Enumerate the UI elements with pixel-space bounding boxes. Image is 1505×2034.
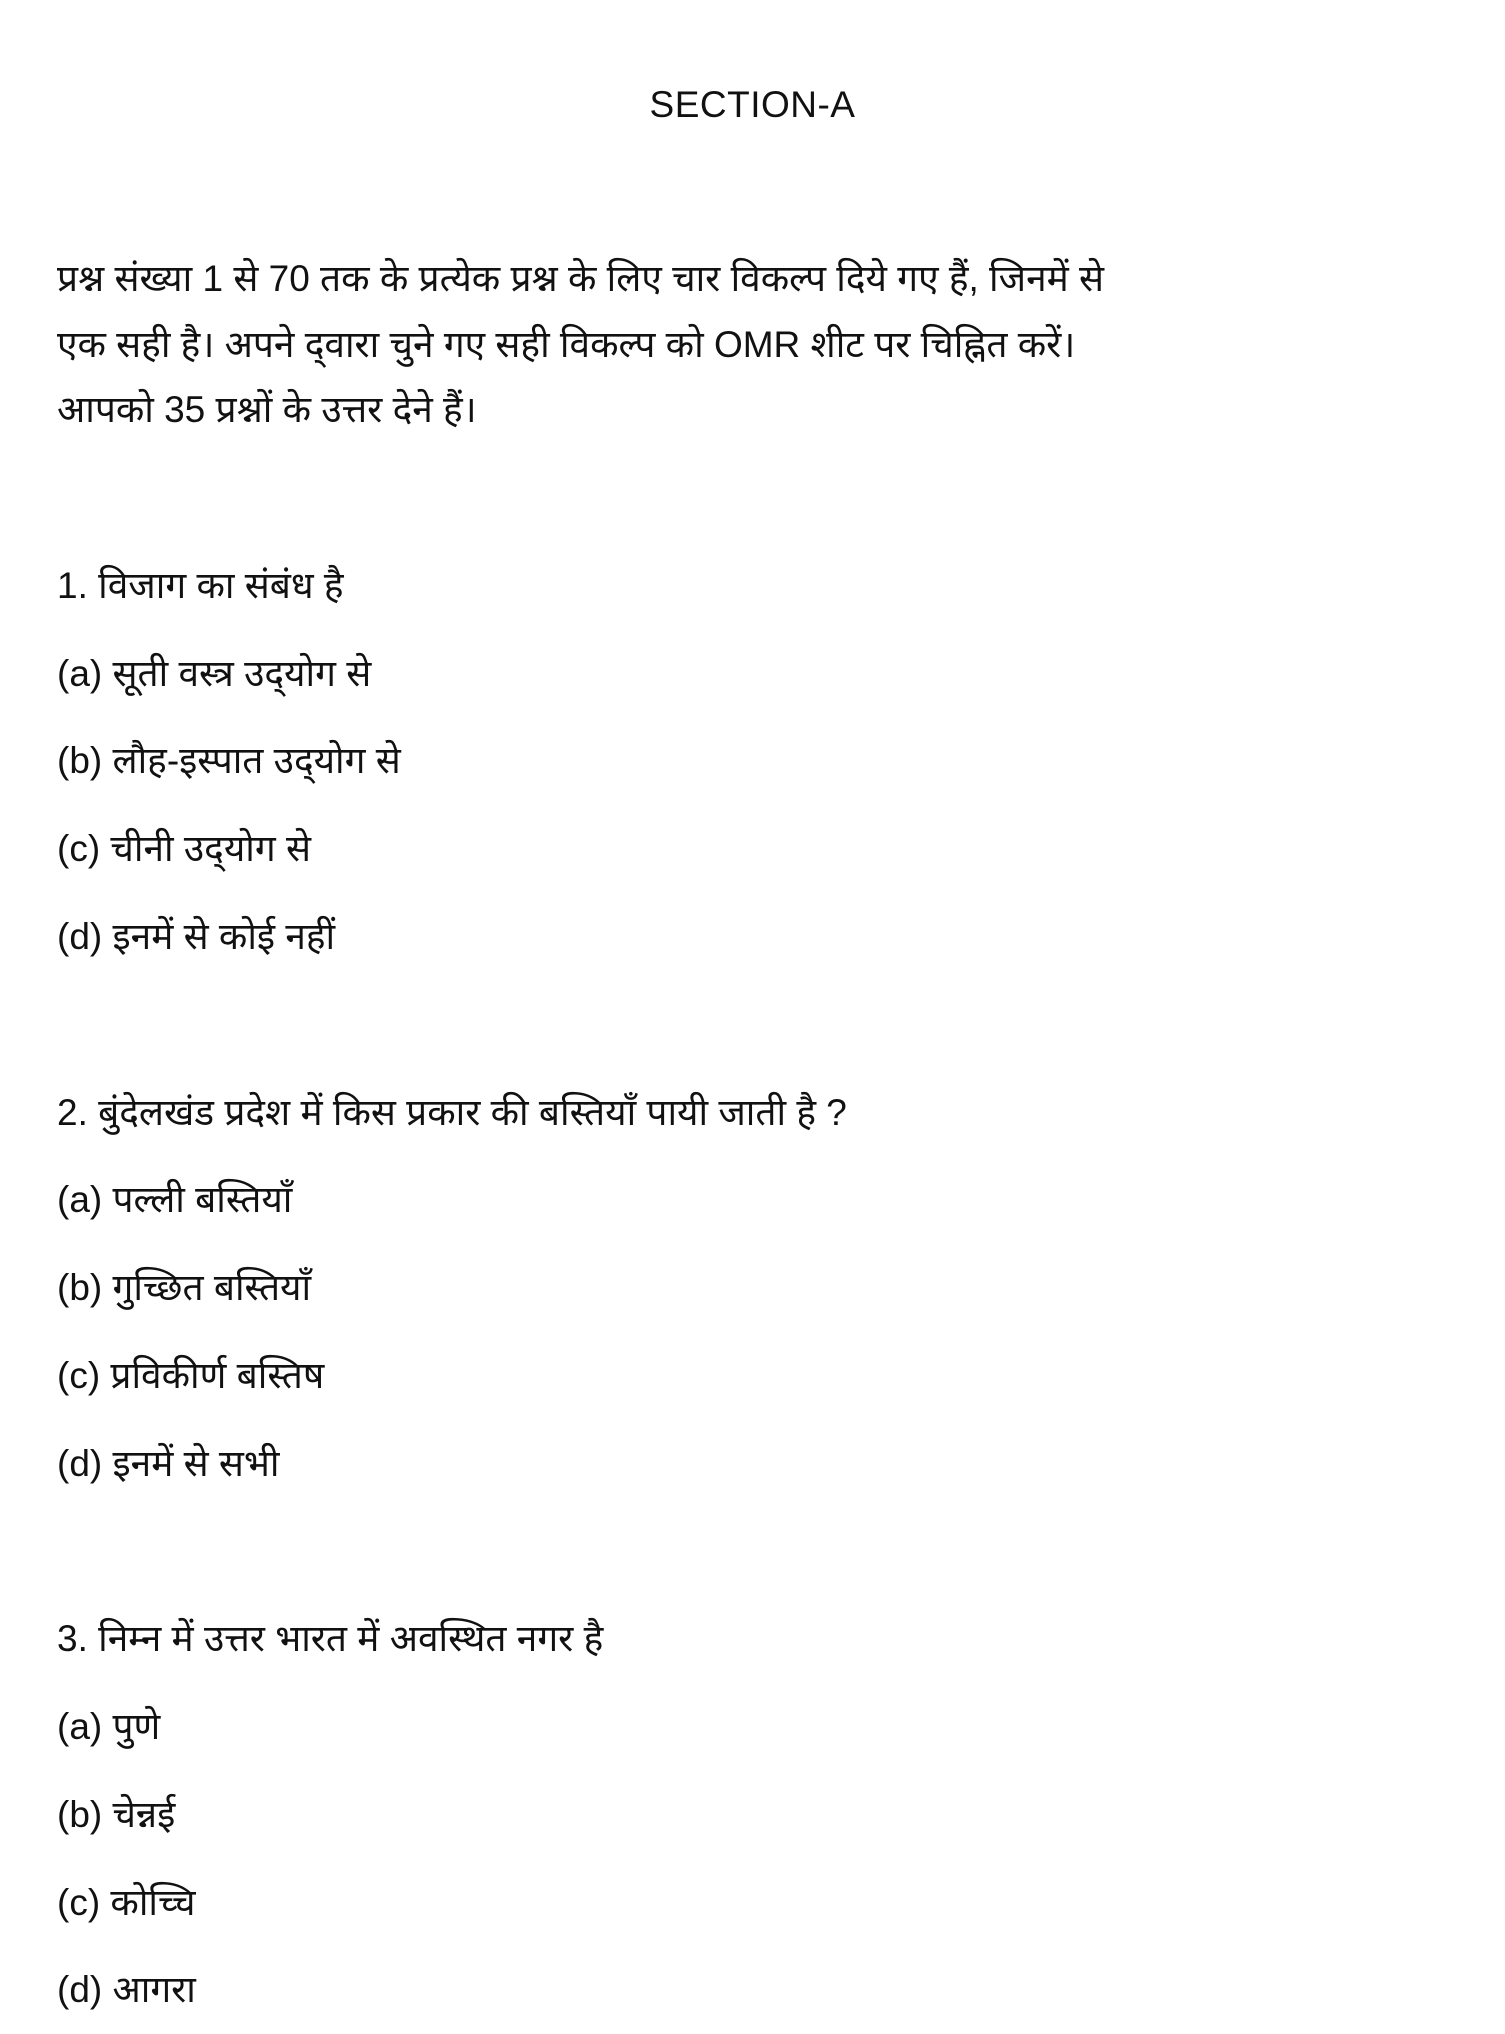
section-title: SECTION-A	[649, 84, 856, 125]
instruction-line: एक सही है। अपने द्‌वारा चुने गए सही विकल्प को OMR शीट पर चिह्नित करें।	[57, 324, 1076, 365]
instruction-line: आपको 35 प्रश्नों के उत्तर देने हैं।	[57, 389, 477, 430]
option-c: (c) कोच्चि	[57, 1882, 196, 1923]
option-a: (a) पुणे	[57, 1706, 161, 1747]
option-c: (c) प्रविकीर्ण बस्तिष	[57, 1355, 325, 1396]
option-a: (a) सूती वस्त्र उद्‌योग से	[57, 653, 372, 694]
option-d: (d) आगरा	[57, 1969, 196, 2010]
option-b: (b) चेन्नई	[57, 1794, 176, 1835]
option-b: (b) गुच्छित बस्तियाँ	[57, 1267, 312, 1308]
option-b: (b) लौह-इस्पात उद्‌योग से	[57, 740, 401, 781]
instruction-line: प्रश्न संख्या 1 से 70 तक के प्रत्येक प्रश्न के लिए चार विकल्प दिये गए हैं, जिनमें से	[57, 258, 1105, 299]
option-c: (c) चीनी उद्‌योग से	[57, 828, 311, 869]
question-text: 2. बुंदेलखंड प्रदेश में किस प्रकार की बस्तियाँ पायी जाती है ?	[57, 1092, 847, 1133]
option-d: (d) इनमें से सभी	[57, 1443, 280, 1484]
option-d: (d) इनमें से कोई नहीं	[57, 916, 336, 957]
question-text: 1. विजाग का संबंध है	[57, 565, 344, 606]
option-a: (a) पल्ली बस्तियाँ	[57, 1179, 293, 1220]
question-text: 3. निम्न में उत्तर भारत में अवस्थित नगर है	[57, 1618, 604, 1659]
